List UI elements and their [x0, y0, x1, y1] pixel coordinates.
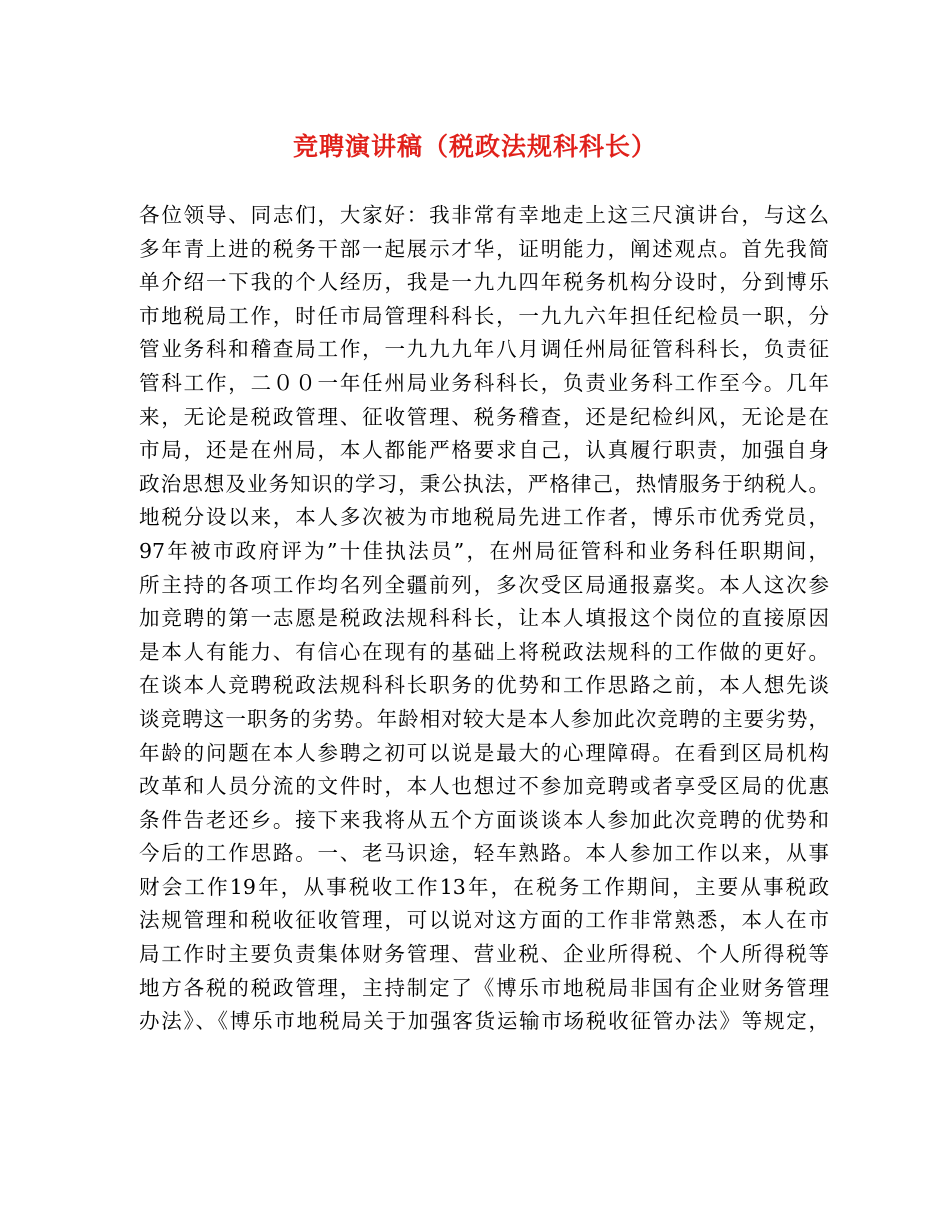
- body-text-line: 地方各税的税政管理，主持制定了《博乐市地税局非国有企业财务管理: [139, 975, 829, 1000]
- body-text-line: 市局，还是在州局，本人都能严格要求自己，认真履行职责，加强自身: [139, 438, 829, 463]
- body-text-line: 财会工作19年，从事税收工作13年，在税务工作期间，主要从事税政: [139, 874, 829, 899]
- body-text-line: 管业务科和稽查局工作，一九九九年八月调任州局征管科科长，负责征: [139, 337, 829, 362]
- body-text-line: 单介绍一下我的个人经历，我是一九九四年税务机构分设时，分到博乐: [139, 270, 829, 295]
- body-text-line: 年龄的问题在本人参聘之初可以说是最大的心理障碍。在看到区局机构: [139, 740, 829, 765]
- body-text-line: 今后的工作思路。一、老马识途，轻车熟路。本人参加工作以来，从事: [139, 841, 829, 866]
- body-text-line: 市地税局工作，时任市局管理科科长，一九九六年担任纪检员一职，分: [139, 303, 829, 328]
- body-text-line: 多年青上进的税务干部一起展示才华，证明能力，阐述观点。首先我简: [139, 236, 829, 261]
- body-text-line: 法规管理和税收征收管理，可以说对这方面的工作非常熟悉，本人在市: [139, 908, 829, 933]
- body-text-line: 在谈本人竞聘税政法规科科长职务的优势和工作思路之前，本人想先谈: [139, 673, 829, 698]
- body-text-line: 来，无论是税政管理、征收管理、税务稽查，还是纪检纠风，无论是在: [139, 404, 829, 429]
- body-text-line: 97年被市政府评为”十佳执法员”，在州局征管科和业务科任职期间，: [139, 538, 829, 563]
- body-text-line: 办法》、《博乐市地税局关于加强客货运输市场税收征管办法》等规定，: [139, 1009, 829, 1034]
- body-text-line: 地税分设以来，本人多次被为市地税局先进工作者，博乐市优秀党员，: [139, 505, 829, 530]
- document-title: 竞聘演讲稿（税政法规科科长）: [292, 132, 657, 161]
- document-body: [139, 199, 829, 1039]
- body-text-line: 改革和人员分流的文件时，本人也想过不参加竞聘或者享受区局的优惠: [139, 774, 829, 799]
- body-text-line: 所主持的各项工作均名列全疆前列，多次受区局通报嘉奖。本人这次参: [139, 572, 829, 597]
- body-text-line: 条件告老还乡。接下来我将从五个方面谈谈本人参加此次竞聘的优势和: [139, 807, 829, 832]
- body-text-line: 谈竞聘这一职务的劣势。年龄相对较大是本人参加此次竞聘的主要劣势，: [139, 706, 829, 731]
- body-text-line: 局工作时主要负责集体财务管理、营业税、企业所得税、个人所得税等: [139, 942, 829, 967]
- body-text-line: 各位领导、同志们，大家好：我非常有幸地走上这三尺演讲台，与这么: [139, 203, 829, 227]
- body-text-line: 管科工作，二００一年任州局业务科科长，负责业务科工作至今。几年: [139, 370, 829, 395]
- body-text-line: 政治思想及业务知识的学习，秉公执法，严格律己，热情服务于纳税人。: [139, 471, 829, 496]
- body-text-line: 是本人有能力、有信心在现有的基础上将税政法规科的工作做的更好。: [139, 639, 829, 664]
- body-text-line: 加竞聘的第一志愿是税政法规科科长，让本人填报这个岗位的直接原因: [139, 606, 829, 631]
